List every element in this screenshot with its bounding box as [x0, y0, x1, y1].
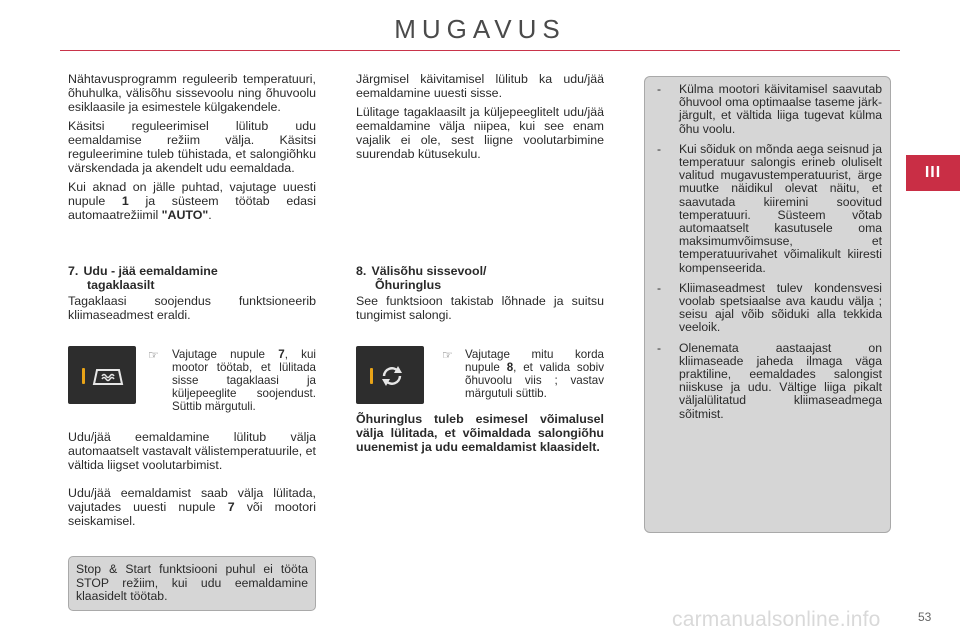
intro-column-2 [356, 72, 604, 166]
section-8-warning: Õhuringlus tuleb esimesel võimalusel välja lülitada, et võimaldada salongiõhu uuenemist ja udu eemaldamist klaasidelt. [356, 412, 604, 454]
button-ref: 7 [278, 348, 285, 361]
hand-pointer-icon: ☞ [148, 348, 159, 362]
intro-column-1 [68, 72, 316, 227]
section-7-paragraph: Udu/jää eemaldamine lülitub välja automaatselt vastavalt välistemperatuurile, et vältida liigset voolutarbimist. [68, 430, 316, 472]
button-ref: 8 [506, 361, 514, 374]
section-7-text: Tagaklaasi soojendus funktsioneerib kliimaseadmest eraldi. [68, 294, 316, 322]
watermark: carmanualsonline.info [672, 608, 881, 631]
paragraph: Lülitage tagaklaasilt ja küljepeeglitelt udu/jää eemaldamine välja niipea, kui see enam vajalik ei ole, sest liigne voolutarbimine suurendab kütusekulu. [356, 105, 604, 161]
paragraph: Käsitsi reguleerimisel lülitub udu eemaldamise režiim välja. Käsitsi reguleerimine tuleb tühistada, et salongiõhku värskendada ja akendelt udu eemaldada. [68, 119, 316, 175]
paragraph: Kui aknad on jälle puhtad, vajutage uuesti nupule 1 ja süsteem töötab edasi automaatrežiimil "AUTO". [68, 180, 316, 222]
chapter-tab[interactable]: III [906, 155, 960, 191]
advice-item: - Olenemata aastaajast on kliimaseade jaheda ilmaga väga praktiline, eemaldades salongist niiskuse ja udu. Vältige liiga pikalt väljalülitatud kliimaseadmega sõitmist. [657, 340, 882, 421]
stop-start-note: Stop & Start funktsiooni puhul ei tööta STOP režiim, kui udu eemaldamine klaasidelt töötab. [68, 556, 316, 611]
page-number: 53 [918, 610, 932, 624]
air-recirculation-button-icon [356, 346, 424, 404]
hand-pointer-icon: ☞ [442, 348, 453, 362]
button-ref: 7 [227, 500, 235, 514]
section-7-paragraph: Udu/jää eemaldamist saab välja lülitada, vajutades uuesti nupule 7 või mootori seiskamisel. [68, 486, 316, 528]
section-8-instruction: Vajutage mitu korda nupule 8, et valida sobiv õhuvoolu viis ; vastav märgutuli süttib. [465, 348, 604, 400]
paragraph: Nähtavusprogramm reguleerib temperatuuri, õhuhulka, välisõhu sissevoolu ning õhuvoolu esiklaasile ja esimestele külgakendele. [68, 72, 316, 114]
page-title: MUGAVUS [394, 14, 566, 44]
paragraph: Järgmisel käivitamisel lülitub ka udu/jää eemaldamine uuesti sisse. [356, 72, 604, 100]
advice-item: - Kui sõiduk on mõnda aega seisnud ja temperatuur salongis erineb oluliselt valitud mugavustemperatuurist, ärge muutke näidikul olevat näitu, et saavutada kiiremini soovitud temperatuuri. Süsteem võtab automaatselt kasutusele oma maksimumvõimsuse, et temperatuurivahet võimalikult kiiresti kompenseerida. [657, 141, 882, 275]
section-7-instruction: Vajutage nupule 7, kui mootor töötab, et lülitada sisse tagaklaasi ja küljepeeglite soojendust. Süttib märgutuli. [172, 348, 317, 413]
section-7-heading: 7. Udu - jää eemaldamine tagaklaasilt [68, 264, 218, 292]
advice-panel [644, 76, 891, 533]
advice-item: - Külma mootori käivitamisel saavutab õhuvool oma optimaalse taseme järk-järgult, et vältida liiga tugevat külma õhu voolu. [657, 82, 882, 136]
title-divider [60, 50, 900, 51]
auto-mode-ref: "AUTO" [161, 208, 209, 222]
advice-item: - Kliimaseadmest tulev kondensvesi voolab spetsiaalse ava kaudu välja ; seisu ajal võib sõiduki alla tekkida veeloik. [657, 280, 882, 335]
button-ref: 1 [121, 194, 129, 208]
section-8-text: See funktsioon takistab lõhnade ja suitsu tungimist salongi. [356, 294, 604, 322]
section-8-heading: 8. Välisõhu sissevool/ Õhuringlus [356, 264, 487, 292]
rear-defrost-button-icon [68, 346, 136, 404]
